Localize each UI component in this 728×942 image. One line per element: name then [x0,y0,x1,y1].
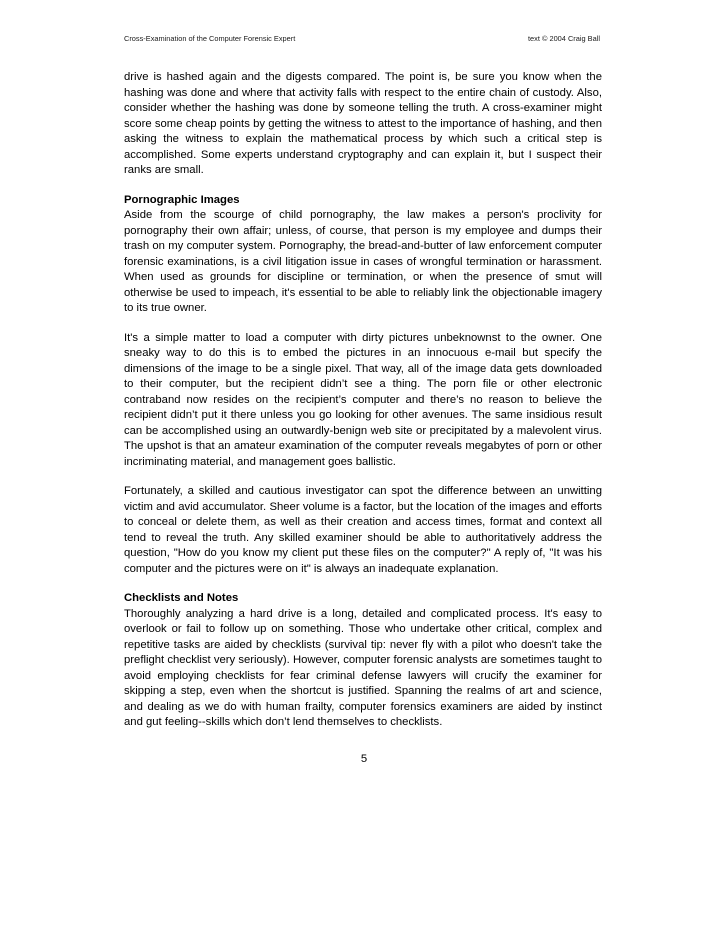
paragraph-skilled-investigator: Fortunately, a skilled and cautious investigator can spot the difference between an unwitting victim and avid accumulator. Sheer volume is a factor, but the location of the images and efforts to conceal or delete them, as well as their creation and access times, format and context all tend to reveal the truth. Any skilled examiner should be able to authoritatively address the question, "How do you know my client put these files on the computer?" A reply of, "It was his computer and the pictures were on it" is always an inadequate explanation. [124,485,602,575]
heading-pornographic-images: Pornographic Images [124,193,240,206]
header-copyright: text © 2004 Craig Ball [528,34,600,43]
heading-checklists-and-notes: Checklists and Notes [124,592,239,604]
page-number: 5 [360,753,368,765]
paragraph-hashing: drive is hashed again and the digests compared. The point is, be sure you know when the hashing was done and where that activity falls with respect to the entire chain of custody. Also, consider whether the hashing was done by someone telling the truth. A cross-examiner might score some cheap points by getting the witness to attest to the importance of hashing, and then asking the witness to explain the mathematical process by which such a critical step is accomplished. Some experts understand cryptography and can explain it, but I suspect their ranks are small. [124,71,602,176]
paragraph-dirty-pictures: It's a simple matter to load a computer with dirty pictures unbeknownst to the owner. One sneaky way to do this is to embed the pictures in an innocuous e-mail but specify the dimensions of the image to be a single pixel. That way, all of the image data gets downloaded to their computer, but the recipient didn’t see a thing. The porn file or other electronic contraband now resides on the recipient’s computer and there’s no reason to believe the recipient didn’t put it there unless you go looking for other avenues. The same insidious result can be accomplished using an outwardly-benign web site or precipitated by a malevolent virus. The upshot is that an amateur examination of the computer reveals megabytes of porn or other incriminating material, and management goes ballistic. [124,331,602,468]
paragraph-pornography-law: Aside from the scourge of child pornography, the law makes a person's proclivity for pornography their own affair; unless, of course, that person is my employee and dumps their trash on my computer system. Pornography, the bread-and-butter of law enforcement computer forensic examinations, is a civil litigation issue in cases of wrongful termination or harassment. When used as grounds for discipline or termination, or when the presence of smut will otherwise be used to impeach, it's essential to be able to reliably link the objectionable imagery to its true owner. [124,209,602,314]
paragraph-checklists: Thoroughly analyzing a hard drive is a long, detailed and complicated process. It's easy to overlook or fail to follow up on something. Those who undertake other critical, complex and repetitive tasks are aided by checklists (survival tip: never fly with a pilot who doesn't take the preflight checklist very seriously). However, computer forensic analysts are sometimes taught to avoid employing checklists for fear criminal defense lawyers will crucify the examiner for skipping a step, even when the shortcut is justified. Spanning the realms of art and science, and dealing as we do with human frailty, computer forensics examiners are aided by instinct and gut feeling--skills which don’t lend themselves to checklists. [124,607,602,728]
header-title: Cross-Examination of the Computer Forensic Expert [124,34,296,43]
page-header [124,34,602,48]
document-body [124,70,602,745]
